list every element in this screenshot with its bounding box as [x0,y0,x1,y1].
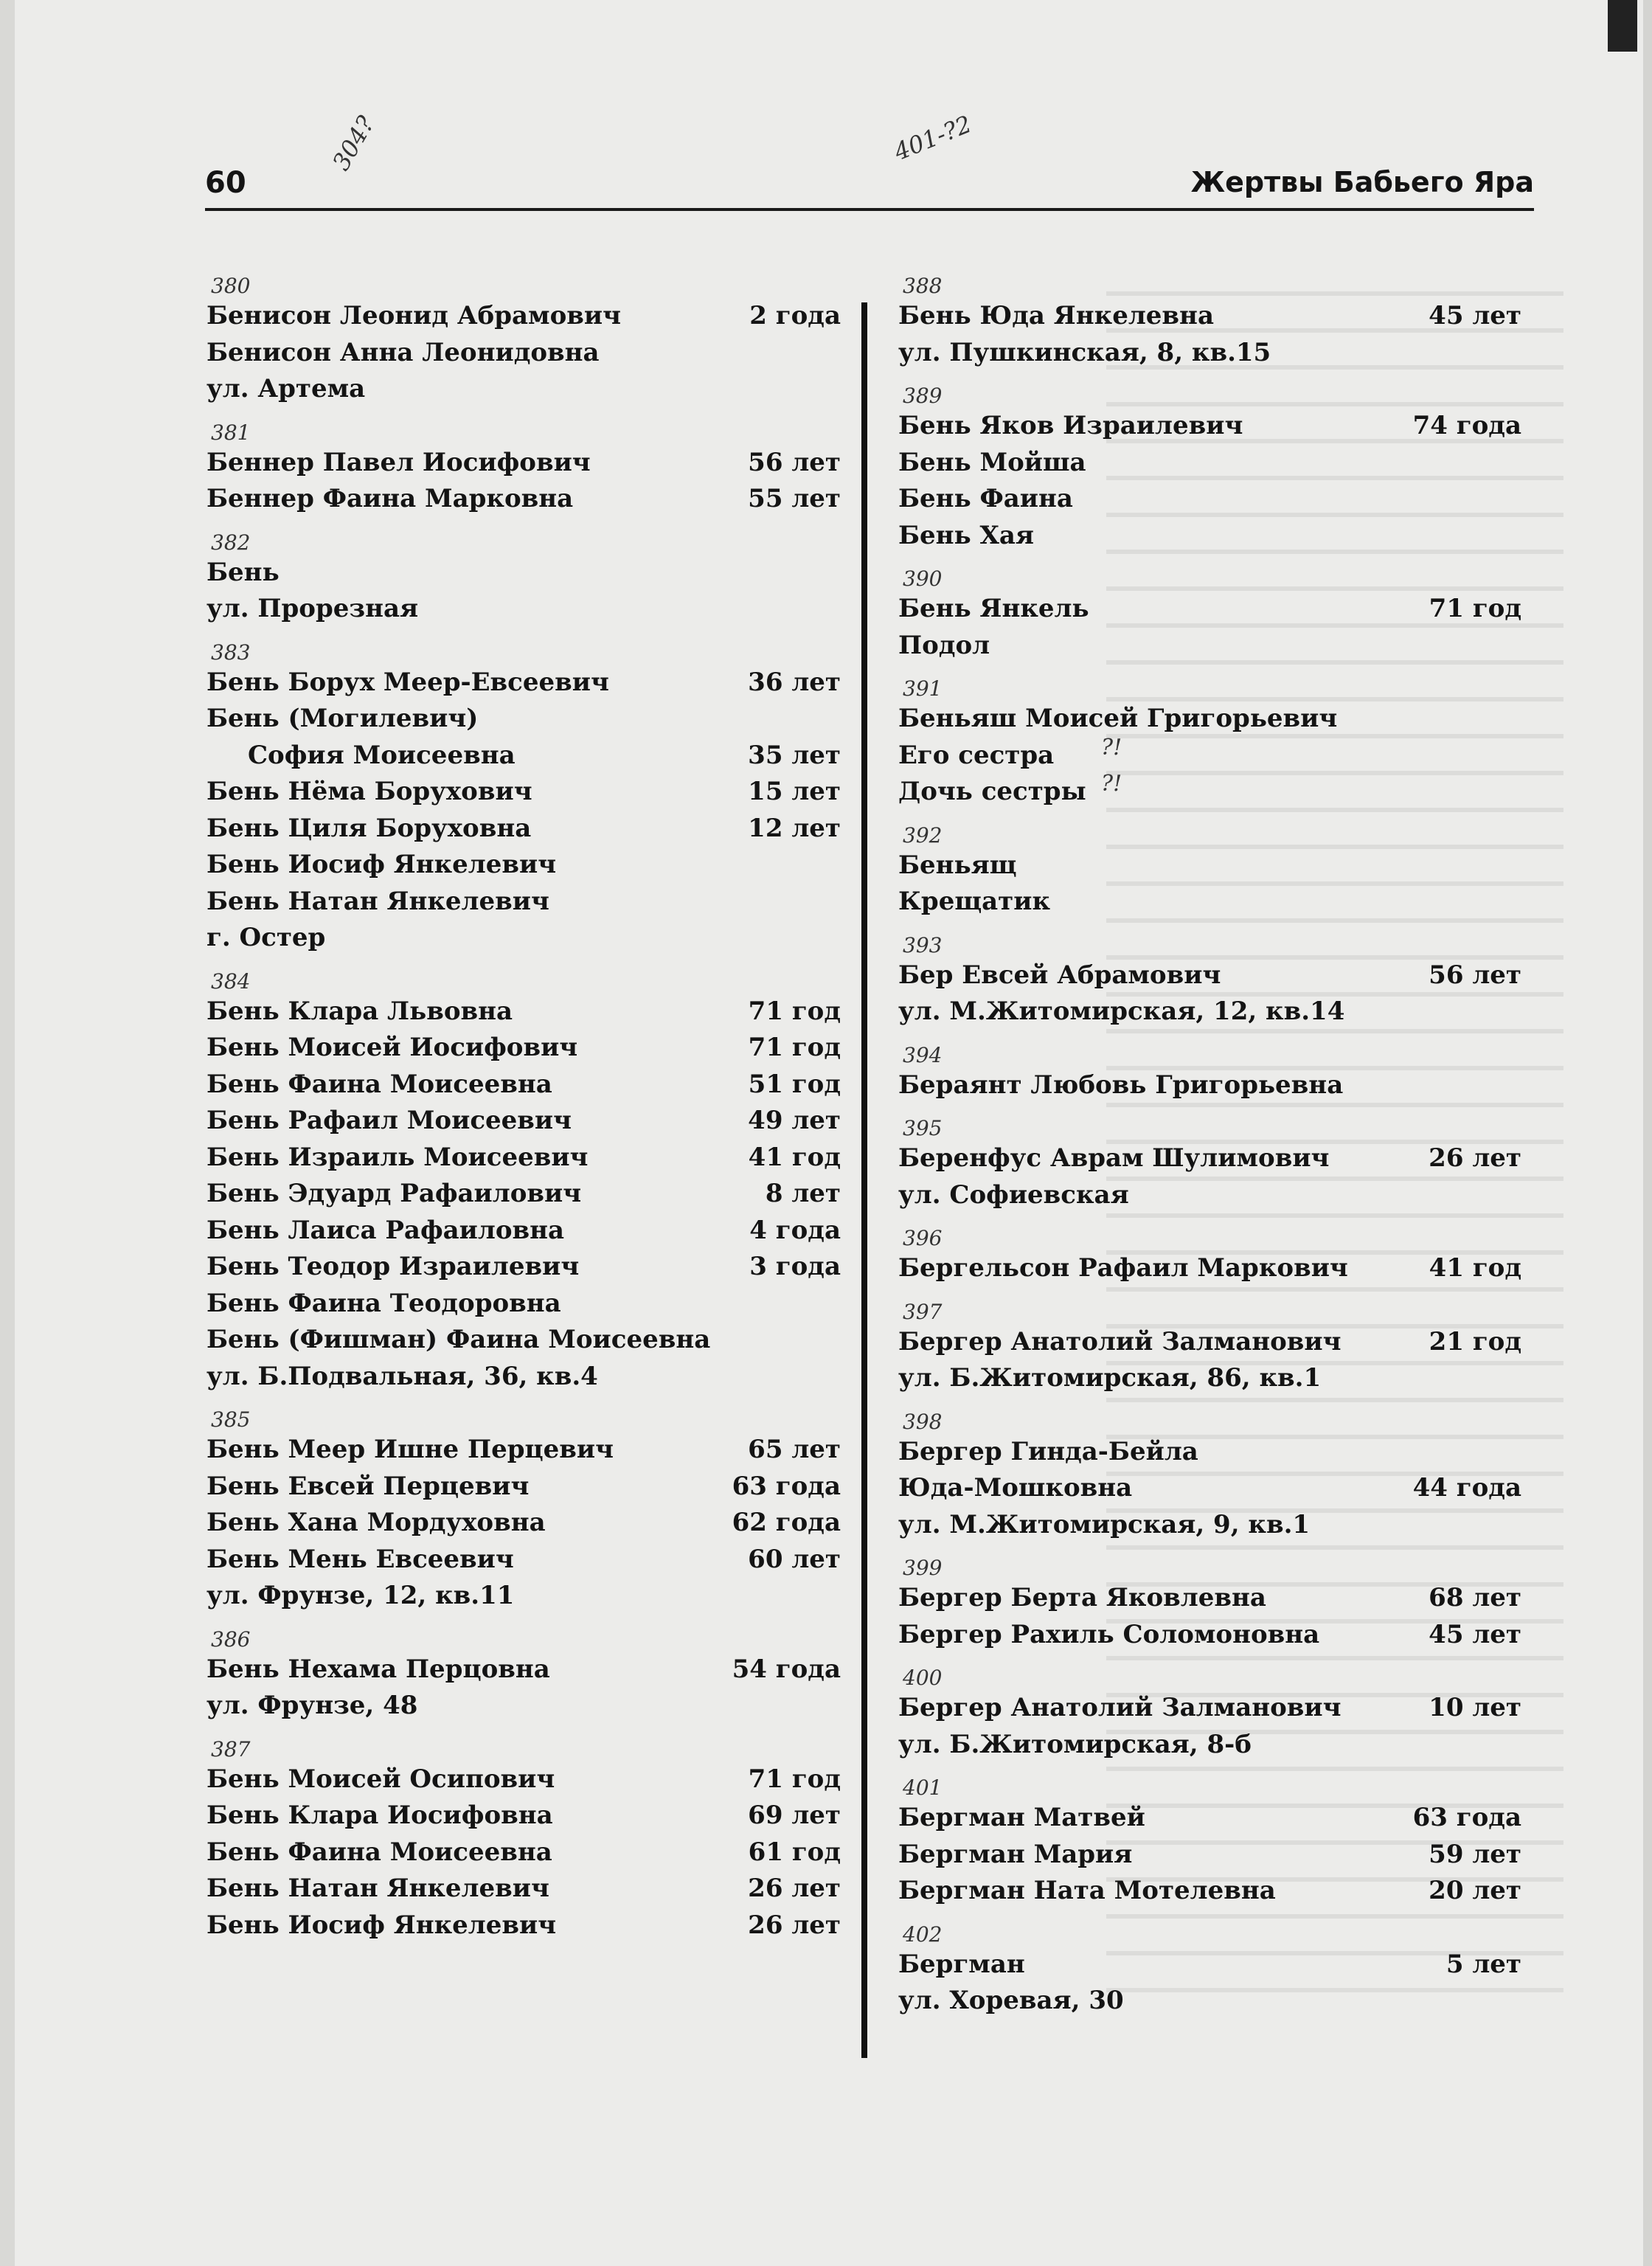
entry-text: Бергер Рахиль Соломоновна [898,1619,1320,1649]
record-number: 387 [211,1736,251,1761]
victim-entry [206,1835,841,1869]
handwritten-note: 304? [327,111,381,176]
entry-text: Бень Хана Мордуховна [206,1508,546,1537]
victim-entry [206,555,841,589]
victim-entry [206,336,841,370]
record-number: 400 [903,1666,943,1690]
record-number: 396 [903,1226,943,1250]
entry-age: 62 года [732,1508,841,1537]
victim-entry [206,1469,841,1503]
entry-age: 71 год [748,1033,841,1062]
entry-text: Беньящ [898,850,1017,880]
entry-age: 44 года [1412,1473,1521,1503]
entry-age: 56 лет [748,447,841,477]
entry-text: Бергер Берта Яковлевна [898,1583,1266,1612]
entry-text: Бенисон Леонид Абрамович [206,301,621,330]
entry-text: Юда-Мошковна [898,1473,1133,1503]
entry-text: Бергман Мария [898,1839,1133,1869]
entry-text: Бер Евсей Абрамович [898,960,1221,990]
victim-entry [898,958,1521,992]
victim-entry [898,299,1521,333]
entry-text: Бень (Фишман) Фаина Моисеевна [206,1325,711,1354]
record-number: 382 [211,530,251,555]
victim-entry [206,1177,841,1210]
victim-entry [206,446,841,479]
entry-text: Бень Фаина Теодоровна [206,1288,561,1318]
victim-entry [898,1178,1521,1212]
victim-entry [898,1581,1521,1615]
page-number: 60 [205,166,246,200]
entry-age: 4 года [749,1215,841,1245]
entry-text: Бень Яков Израилевич [898,411,1243,440]
victim-entry [898,1508,1521,1542]
entry-text: Крещатик [898,887,1050,916]
victim-entry [898,482,1521,516]
entry-text: ул. Хоревая, 30 [898,1986,1124,2015]
entry-age: 5 лет [1446,1949,1521,1979]
entry-age: 63 года [732,1471,841,1501]
entry-text: Бень Фаина Моисеевна [206,1837,552,1867]
victim-entry [898,1141,1521,1175]
column-divider [861,302,867,2058]
entry-age: 49 лет [748,1106,841,1135]
entry-text: Бень Эдуард Рафаилович [206,1179,582,1208]
victim-entry [898,446,1521,479]
victim-entry [206,299,841,333]
entry-text: ул. Пушкинская, 8, кв.15 [898,337,1271,367]
record-number: 380 [211,274,251,298]
entry-age: 71 год [1429,594,1521,623]
victim-entry [206,372,841,406]
victim-entry [206,1798,841,1832]
entry-age: 63 года [1412,1803,1521,1832]
entry-text: ул. Б.Житомирская, 86, кв.1 [898,1363,1322,1393]
entry-text: ул. М.Житомирская, 9, кв.1 [898,1509,1311,1539]
victim-entry [206,1067,841,1101]
victim-entry [898,994,1521,1028]
entry-age: 20 лет [1429,1876,1521,1905]
victim-entry [206,1432,841,1466]
victim-entry [206,1542,841,1576]
entry-age: 3 года [749,1252,841,1281]
entry-age: 61 год [748,1837,841,1867]
record-number: 390 [903,566,943,591]
record-number: 393 [903,932,943,957]
entry-text: Бергман [898,1949,1025,1979]
entry-age: 68 лет [1429,1583,1521,1612]
victim-entry [206,701,841,735]
entry-age: 2 года [749,301,841,330]
victim-entry [206,1103,841,1137]
header-rule [205,208,1534,211]
record-number: 394 [903,1042,943,1067]
victim-entry [898,519,1521,552]
record-number: 402 [903,1922,943,1947]
victim-entry [206,1871,841,1905]
entry-text: ул. Софиевская [898,1179,1129,1210]
victim-entry [206,994,841,1028]
victim-entry [206,738,841,772]
entry-text: Бень Натан Янкелевич [206,886,549,916]
entry-text: Бень Теодор Израилевич [206,1252,580,1281]
victim-entry [898,409,1521,443]
entry-age: 54 года [732,1654,841,1684]
entry-text: ул. Фрунзе, 12, кв.11 [206,1581,515,1610]
entry-text: Бень Израиль Моисеевич [206,1142,589,1172]
victim-entry [206,775,841,808]
entry-text: Бень Клара Львовна [206,996,513,1026]
entry-text: Беньяш Моисей Григорьевич [898,704,1338,733]
entry-text: Бень Рафаил Моисеевич [206,1106,572,1135]
entry-age: 71 год [748,996,841,1026]
entry-text: Его сестра [898,740,1055,770]
entry-text: Бень Натан Янкелевич [206,1874,549,1903]
record-number: 388 [903,274,943,298]
victim-entry [206,665,841,699]
handwritten-mark: ?! [1101,734,1122,760]
victim-entry [206,1579,841,1612]
victim-entry [206,592,841,626]
entry-text: Бергер Гинда-Бейла [898,1436,1198,1466]
record-number: 381 [211,420,251,445]
victim-entry [898,1618,1521,1652]
entry-text: Бень Мень Евсеевич [206,1544,514,1574]
victim-entry [898,592,1521,626]
entry-age: 35 лет [748,740,841,770]
entry-age: 71 год [748,1764,841,1794]
victim-entry [206,1652,841,1686]
victim-entry [206,1359,841,1393]
victim-entry [206,1762,841,1796]
entry-text: Бень Моисей Иосифович [206,1033,578,1062]
victim-entry [898,1471,1521,1505]
victim-entry [206,811,841,845]
entry-age: 12 лет [748,813,841,843]
victim-entry [898,734,1521,772]
entry-text: Беннер Фаина Марковна [206,484,574,513]
entry-text: Бень Хая [898,520,1035,550]
record-number: 399 [903,1556,943,1580]
entry-text: ул. Артема [206,374,366,403]
entry-text: Бень Меер Ишне Перцевич [206,1435,614,1464]
entry-age: 51 год [748,1069,841,1099]
victim-entry [898,336,1521,370]
victim-entry [206,1286,841,1320]
entry-text: Бень [206,557,280,587]
entry-age: 45 лет [1429,1619,1521,1649]
entry-age: 8 лет [765,1179,841,1208]
entry-text: Бень Фаина [898,484,1073,513]
record-number: 384 [211,969,251,994]
entry-age: 41 год [1429,1253,1521,1283]
entry-age: 26 лет [1429,1143,1521,1173]
victim-entry [898,848,1521,882]
entry-age: 15 лет [748,777,841,806]
victim-entry [206,1688,841,1722]
record-number: 386 [211,1626,251,1652]
victim-entry [898,1325,1521,1359]
entry-age: 10 лет [1429,1693,1521,1722]
victim-entry [898,1801,1521,1834]
entry-text: Бень Евсей Перцевич [206,1471,530,1501]
entry-text: Дочь сестры [898,777,1086,806]
victim-entry [898,1947,1521,1981]
entry-text: ул. Прорезная [206,594,419,623]
record-number: 389 [903,384,943,408]
entry-age: 56 лет [1429,960,1521,990]
entry-age: 69 лет [748,1801,841,1830]
entry-text: Бергман Матвей [898,1803,1145,1832]
entry-age: 26 лет [748,1874,841,1903]
victim-entry [206,482,841,516]
entry-age: 60 лет [748,1544,841,1574]
entry-age: 21 год [1429,1326,1521,1357]
entry-text: Бень Лаиса Рафаиловна [206,1215,565,1245]
entry-text: Бень (Могилевич) [206,704,479,733]
entry-text: Бень Янкель [898,594,1089,623]
victim-entry [206,884,841,918]
victim-entry [898,884,1521,918]
victim-entry [898,1874,1521,1908]
victim-entry [898,1361,1521,1395]
victim-entry [206,1323,841,1357]
entry-text: Беннер Павел Иосифович [206,447,591,477]
handwritten-note: 401-?2 [889,109,976,167]
entry-age: 74 года [1412,411,1521,440]
entry-text: Подол [898,630,990,660]
entry-text: г. Остер [206,923,326,952]
entry-text: Бень Нёма Борухович [206,777,532,806]
entry-text: Бергельсон Рафаил Маркович [898,1253,1348,1283]
entry-text: ул. Б.Подвальная, 36, кв.4 [206,1361,598,1391]
victim-entry [898,1251,1521,1285]
victim-entry [898,628,1521,662]
page-left-edge [0,0,15,2266]
entry-age: 45 лет [1429,301,1521,330]
scan-corner-mark [1608,0,1637,52]
entry-text: ул. Фрунзе, 48 [206,1691,418,1720]
entry-text: ул. Б.Житомирская, 8-б [898,1729,1252,1759]
record-number: 401 [903,1775,943,1800]
victim-entry [898,771,1521,808]
record-number: 385 [211,1407,251,1432]
victim-entry [898,1068,1521,1102]
entry-text: Бень Циля Боруховна [206,813,532,843]
entry-text: Бень Борух Меер-Евсеевич [206,667,609,697]
victim-entry [206,1506,841,1539]
entry-age: 65 лет [748,1435,841,1464]
victim-entry [898,701,1521,735]
record-number: 392 [903,822,943,848]
book-title: Жертвы Бабьего Яра [1190,166,1534,198]
victim-entry [898,1691,1521,1725]
entry-text: Бергер Анатолий Залманович [898,1326,1342,1357]
record-number: 398 [903,1409,943,1434]
handwritten-mark: ?! [1101,771,1122,797]
entry-age: 26 лет [748,1910,841,1940]
victim-entry [206,921,841,954]
entry-text: Бень Иосиф Янкелевич [206,1910,557,1940]
entry-text: Бень Мойша [898,447,1086,477]
entry-text: Бень Моисей Осипович [206,1764,555,1794]
entry-text: Бень Нехама Перцовна [206,1654,550,1684]
page-header [205,166,1534,210]
victim-entry [898,1837,1521,1871]
entry-age: 41 год [748,1142,841,1172]
victim-entry [898,1728,1521,1761]
entry-text: Бераянт Любовь Григорьевна [898,1070,1344,1100]
entry-age: 59 лет [1429,1839,1521,1869]
victim-entry [206,848,841,881]
victim-entry [206,1213,841,1247]
record-number: 383 [211,640,251,665]
record-number: 395 [903,1116,943,1140]
victim-entry [206,1908,841,1942]
victim-entry [206,1250,841,1283]
victim-entry [898,1435,1521,1469]
victim-entry [206,1030,841,1064]
entry-age: 36 лет [748,667,841,697]
record-number: 391 [903,676,943,701]
victim-entry [898,1983,1521,2017]
page-right-edge [1643,0,1652,2266]
victim-entry [206,1140,841,1174]
entry-text: Бень Клара Иосифовна [206,1801,553,1830]
entry-text: Беренфус Аврам Шулимович [898,1143,1330,1173]
entry-text: ул. М.Житомирская, 12, кв.14 [898,997,1345,1026]
entry-age: 55 лет [748,484,841,513]
entry-text: Бень Фаина Моисеевна [206,1069,552,1099]
entry-text: Бергер Анатолий Залманович [898,1693,1342,1722]
entry-text: Бенисон Анна Леонидовна [206,337,600,367]
entry-text: София Моисеевна [248,740,516,770]
entry-text: Бень Юда Янкелевна [898,301,1214,330]
entry-text: Бергман Ната Мотелевна [898,1876,1276,1905]
entry-text: Бень Иосиф Янкелевич [206,850,557,879]
record-number: 397 [903,1299,943,1324]
